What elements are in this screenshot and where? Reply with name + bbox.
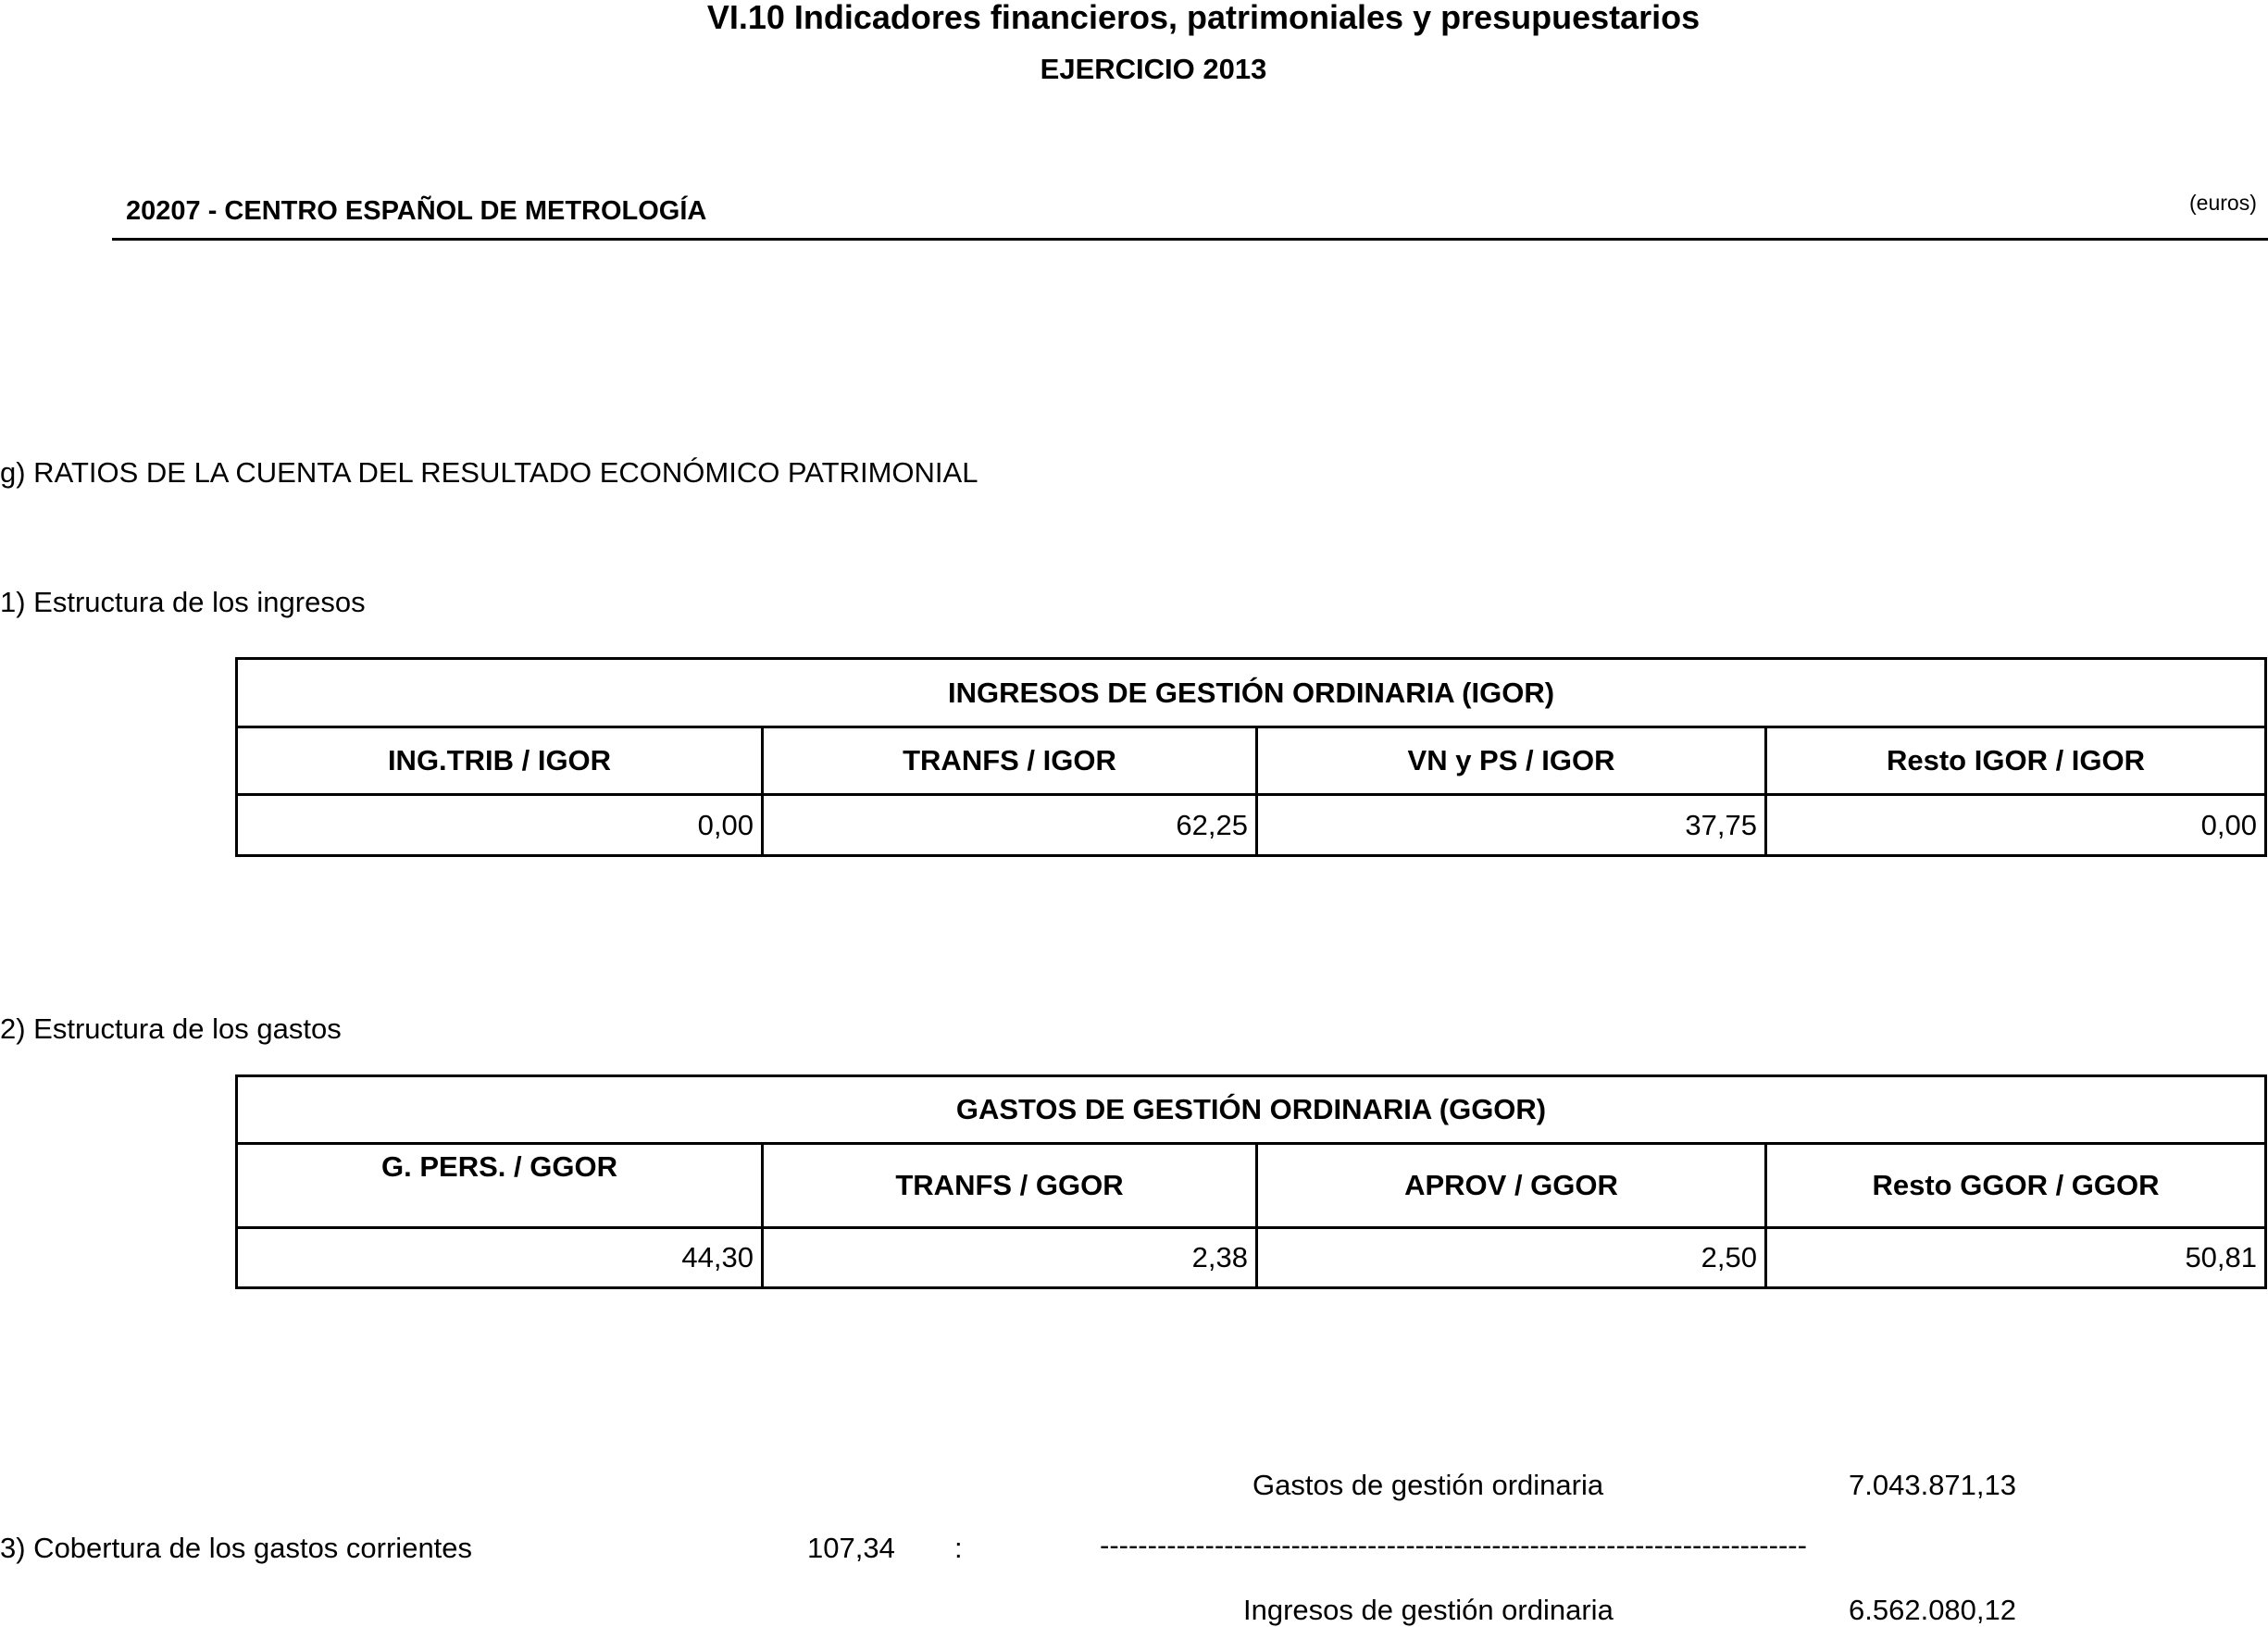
column-header: G. PERS. / GGOR bbox=[237, 1144, 763, 1228]
gastos-group-header: GASTOS DE GESTIÓN ORDINARIA (GGOR) bbox=[237, 1076, 2266, 1144]
ingresos-table bbox=[235, 657, 2267, 857]
table-cell: 37,75 bbox=[1257, 795, 1766, 856]
column-header: ING.TRIB / IGOR bbox=[237, 727, 763, 795]
page-title: VI.10 Indicadores financieros, patrimoniales y presupuestarios bbox=[706, 0, 1701, 36]
denominator-value: 6.562.080,12 bbox=[1849, 1594, 2017, 1626]
gastos-table bbox=[235, 1074, 2267, 1289]
column-header: VN y PS / IGOR bbox=[1257, 727, 1766, 795]
header-rule bbox=[112, 238, 2268, 241]
column-header: APROV / GGOR bbox=[1257, 1144, 1766, 1228]
denominator-label: Ingresos de gestión ordinaria bbox=[1243, 1594, 1614, 1626]
coverage-ratio: 107,34 bbox=[807, 1532, 895, 1564]
ratio-separator: : bbox=[954, 1532, 963, 1564]
table-cell: 50,81 bbox=[1766, 1228, 2266, 1288]
fiscal-year: EJERCICIO 2013 bbox=[1040, 53, 1267, 85]
numerator-value: 7.043.871,13 bbox=[1849, 1469, 2017, 1501]
ingresos-heading: 1) Estructura de los ingresos bbox=[0, 586, 366, 618]
currency-unit: (euros) bbox=[2189, 191, 2257, 215]
column-header: TRANFS / GGOR bbox=[763, 1144, 1257, 1228]
ingresos-group-header: INGRESOS DE GESTIÓN ORDINARIA (IGOR) bbox=[237, 659, 2266, 727]
entity-name: 20207 - CENTRO ESPAÑOL DE METROLOGÍA bbox=[126, 196, 707, 226]
column-header: Resto IGOR / IGOR bbox=[1766, 727, 2266, 795]
column-header: Resto GGOR / GGOR bbox=[1766, 1144, 2266, 1228]
column-header: TRANFS / IGOR bbox=[763, 727, 1257, 795]
table-cell: 2,38 bbox=[763, 1228, 1257, 1288]
table-cell: 0,00 bbox=[237, 795, 763, 856]
section-title: g) RATIOS DE LA CUENTA DEL RESULTADO ECONÓMICO PATRIMONIAL bbox=[0, 456, 978, 489]
numerator-label: Gastos de gestión ordinaria bbox=[1252, 1469, 1604, 1501]
coverage-label: 3) Cobertura de los gastos corrientes bbox=[0, 1532, 473, 1564]
gastos-heading: 2) Estructura de los gastos bbox=[0, 1012, 342, 1045]
table-cell: 62,25 bbox=[763, 795, 1257, 856]
table-cell: 44,30 bbox=[237, 1228, 763, 1288]
table-cell: 0,00 bbox=[1766, 795, 2266, 856]
fraction-line: -------------------------------------------------------------------------- bbox=[1100, 1529, 1807, 1561]
table-cell: 2,50 bbox=[1257, 1228, 1766, 1288]
